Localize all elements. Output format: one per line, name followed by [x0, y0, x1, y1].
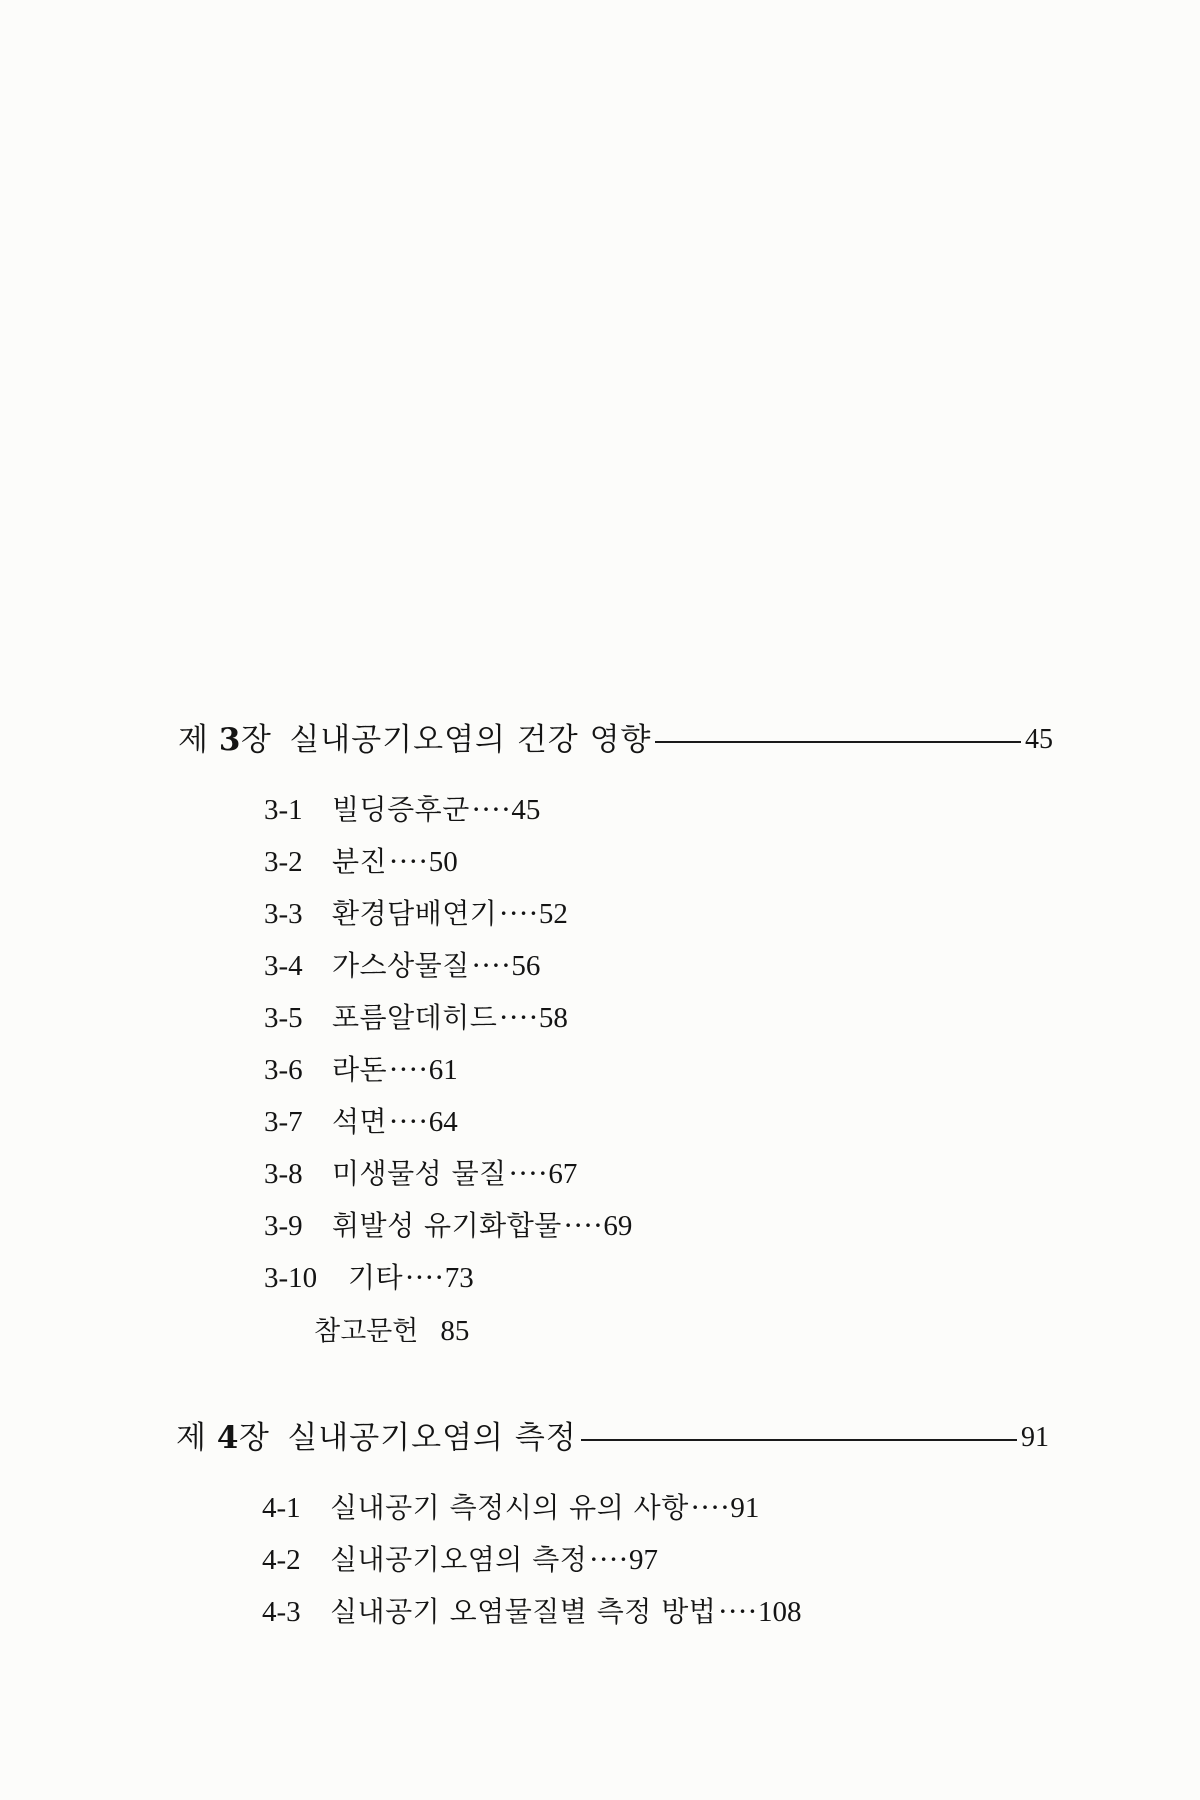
section-title: 분진: [332, 845, 388, 878]
dot-leader: ····: [508, 1157, 549, 1190]
chapter-title: 실내공기오염의 측정: [287, 1420, 577, 1456]
section-number: 3-6: [264, 1054, 303, 1086]
dot-leader: ····: [389, 845, 429, 878]
toc-entry: [264, 1052, 458, 1088]
leader-line: [655, 741, 1021, 743]
section-page-number: 91: [730, 1492, 760, 1524]
section-page-number: 61: [428, 1054, 458, 1086]
dot-leader: ····: [589, 1543, 629, 1576]
section-page-number: 67: [548, 1158, 578, 1190]
section-title: 라돈: [332, 1053, 388, 1086]
dot-leader: ····: [389, 1053, 429, 1086]
section-number: 3-1: [264, 794, 303, 826]
section-title: 환경담배연기: [332, 897, 498, 930]
section-number: 3-2: [264, 846, 303, 878]
section-page-number: 73: [444, 1262, 474, 1294]
dot-leader: ····: [471, 949, 512, 982]
dot-leader: ····: [499, 1001, 539, 1034]
section-title: 실내공기오염의 측정: [330, 1543, 588, 1576]
section-page-number: 52: [538, 898, 568, 930]
leader-line: [581, 1439, 1017, 1441]
chapter-label: [176, 1418, 269, 1458]
toc-entry: [264, 1156, 577, 1192]
section-page-number: 108: [757, 1596, 802, 1628]
toc-entry: [264, 1208, 632, 1244]
section-number: 3-7: [264, 1106, 303, 1138]
section-title: 빌딩증후군: [332, 793, 470, 826]
chapter-label: [178, 720, 271, 760]
section-page-number: 69: [603, 1210, 633, 1242]
dot-leader: ····: [690, 1491, 731, 1524]
section-title: 포름알데히드: [332, 1001, 498, 1034]
section-page-number: 56: [511, 950, 541, 982]
toc-entry: [262, 1594, 801, 1630]
chapter-title: 실내공기오염의 건강 영향: [289, 722, 652, 758]
section-page-number: 45: [511, 794, 541, 826]
chapter-suffix: 장: [240, 722, 272, 758]
section-title: 석면: [332, 1105, 388, 1138]
section-number: 4-2: [262, 1544, 301, 1576]
chapter-heading: [176, 1418, 1049, 1458]
section-page-number: 58: [538, 1002, 568, 1034]
chapter-number: 4: [216, 1420, 239, 1456]
toc-entry: [264, 844, 458, 880]
section-title: 실내공기 오염물질별 측정 방법: [330, 1595, 717, 1628]
toc-entry: [262, 1542, 658, 1578]
section-number: 3-4: [264, 950, 303, 982]
dot-leader: ····: [563, 1209, 604, 1242]
dot-leader: ····: [471, 793, 512, 826]
references-page-number: 85: [440, 1315, 470, 1347]
chapter-prefix: 제: [176, 1420, 207, 1456]
references-label: 참고문헌: [314, 1316, 419, 1347]
section-number: 4-3: [262, 1596, 301, 1628]
chapter-heading: [178, 720, 1053, 760]
section-number: 3-10: [264, 1262, 318, 1294]
references-entry: [314, 1313, 469, 1350]
chapter-number: 3: [218, 722, 241, 758]
section-number: 3-5: [264, 1002, 303, 1034]
section-title: 기타: [348, 1261, 404, 1294]
toc-entry: [264, 792, 540, 828]
dot-leader: ····: [405, 1261, 445, 1294]
toc-entry: [264, 896, 568, 932]
toc-entry: [262, 1490, 759, 1526]
section-page-number: 97: [628, 1544, 658, 1576]
toc-entry: [264, 1000, 568, 1036]
section-title: 미생물성 물질: [332, 1157, 507, 1190]
section-number: 3-8: [264, 1158, 303, 1190]
section-page-number: 50: [428, 846, 458, 878]
section-number: 4-1: [262, 1492, 301, 1524]
section-title: 가스상물질: [332, 949, 470, 982]
chapter-page-number: 91: [1021, 1422, 1049, 1453]
toc-entry: [264, 1104, 458, 1140]
section-title: 휘발성 유기화합물: [332, 1209, 562, 1242]
chapter-prefix: 제: [178, 722, 209, 758]
chapter-suffix: 장: [238, 1420, 270, 1456]
toc-entry: [264, 948, 540, 984]
dot-leader: ····: [718, 1595, 758, 1628]
section-number: 3-9: [264, 1210, 303, 1242]
section-page-number: 64: [428, 1106, 458, 1138]
dot-leader: ····: [389, 1105, 429, 1138]
chapter-page-number: 45: [1025, 724, 1053, 755]
dot-leader: ····: [499, 897, 539, 930]
toc-entry: [264, 1260, 474, 1296]
section-number: 3-3: [264, 898, 303, 930]
section-title: 실내공기 측정시의 유의 사항: [330, 1491, 689, 1524]
